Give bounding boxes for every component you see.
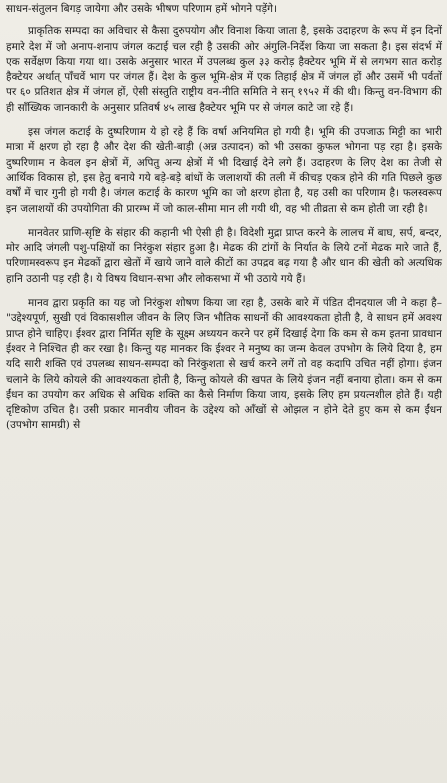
paragraph-deendayal-quote: मानव द्वारा प्रकृति का यह जो निरंकुश शोषण किया जा रहा है, उसके बारे में पंडित दीनदयाल जी ने कहा है– "उद्देश्यपूर्ण, सुखी एवं विकासशील जीवन के लिए जिन भौतिक साधनों की आवश्यकता होती है, वे साधन हमें अवश्य प्राप्त होने चाहिए। ईश्वर द्वारा निर्मित सृष्टि के सूक्ष्म अध्ययन करने पर हमें दिखाई देगा कि कम से कम इतना प्रावधान ईश्वर ने निश्चित ही कर रखा है। किन्तु यह मानकर कि ईश्वर ने मनुष्य का जन्म केवल उपभोग के लिये दिया है, हम यदि सारी शक्ति एवं उपलब्ध साधन-सम्पदा को निरंकुशता से खर्च करने लगें तो वह कदापि उचित नहीं होगा। इंजन चलाने के लिये कोयले की आवश्यकता होती है, किन्तु कोयले की खपत के लिये इंजन नहीं बनाया होता। कम से कम ईंधन का उपयोग कर अधिक से अधिक शक्ति का कैसे निर्माण किया जाय, इसके लिए हम प्रयत्नशील होते हैं। यही दृष्टिकोण उचित है। उसी प्रकार मानवीय जीवन के उद्देश्य को आँखों से ओझल न होने देते हुए कम से कम ईंधन (उपभोग सामग्री) से [6,297,442,432]
paragraph-forest-survey: प्राकृतिक सम्पदा का अविचार से कैसा दुरुपयोग और विनाश किया जाता है, इसके उदाहरण के रूप में इन दिनों हमारे देश में जो अनाप-शनाप जंगल कटाई चल रही है उसकी ओर अंगुलि-निर्देश किया जा सकता है। इस संदर्भ में एक सर्वेक्षण किया गया था। उसके अनुसार भारत में उपलब्ध कुल ३३ करोड़ हैक्टेयर भूमि में से लगभग सात करोड़ हैक्टेयर अर्थात् पाँचवें भाग पर जंगल हैं। देश के कुल भूमि-क्षेत्र में एक तिहाई क्षेत्र में जंगल हों और उसमें भी पर्वतों पर ६० प्रतिशत क्षेत्र में जंगल हों, ऐसी संस्तुति राष्ट्रीय वन-नीति समिति ने सन् १९५२ में की थी। किन्तु वन-विभाग की ही साँख्यिक जानकारी के अनुसार प्रतिवर्ष ४५ लाख हैक्टेयर भूमि पर से जंगल काटे जा रहे हैं। [6,25,442,114]
paragraph-continuation: साधन-संतुलन बिगड़ जायेगा और उसके भीषण परिणाम हमें भोगने पड़ेंगे। [6,3,278,15]
paragraph-deforestation-effects: इस जंगल कटाई के दुष्परिणाम ये हो रहे हैं कि वर्षा अनियमित हो गयी है। भूमि की उपजाऊ मिट्टी का भारी मात्रा में क्षरण हो रहा है और देश की खेती-बाड़ी (अन्न उत्पादन) को भी उसका कुफल भोगना पड़ रहा है। इसके दुष्परिणाम न केवल इन क्षेत्रों में, अपितु अन्य क्षेत्रों में भी दिखाई देने लगे हैं। उदाहरण के लिए देश का तेजी से आर्थिक विकास हो, इस हेतु बनाये गये बड़े-बड़े बांधों के जलाशयों की तली में कीचड़ एकत्र होने की गति पिछले कुछ वर्षों में चार गुनी हो गयी है। जंगल कटाई के कारण भूमि का जो क्षरण होता है, यह उसी का परिणाम है। फलस्वरूप इन जलाशयों की उपयोगिता की प्रारम्भ में जो काल-सीमा मान ली गयी थी, वह भी तीव्रता से कम होती जा रही है। [6,126,442,215]
paragraph-wildlife-destruction: मानवेतर प्राणि-सृष्टि के संहार की कहानी भी ऐसी ही है। विदेशी मुद्रा प्राप्त करने के लालच में बाघ, सर्प, बन्दर, मोर आदि जंगली पशु-पक्षियों का निरंकुश संहार हुआ है। मेढक की टांगों के निर्यात के लिये टनों मेढक मारे जाते हैं, परिणामस्वरूप इन मेढकों द्वारा खेतों में खाये जाने वाले कीटों का उपद्रव बढ़ गया है और धान की खेती को अत्यधिक हानि उठानी पड़ रही है। ये विषय विधान-सभा और लोकसभा में भी उठाये गये हैं। [6,226,442,285]
